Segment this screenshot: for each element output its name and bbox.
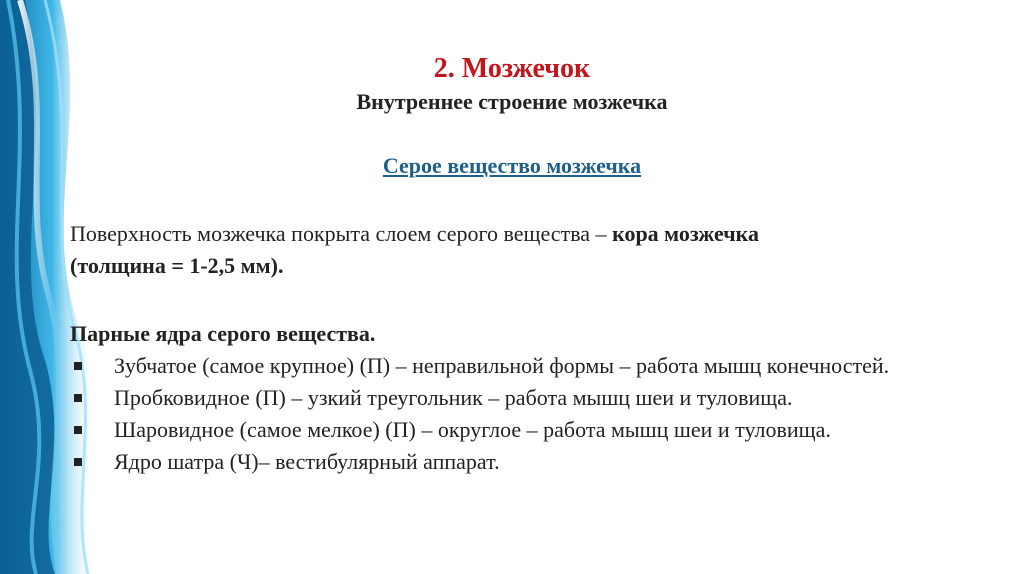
list-item-text: Ядро шатра (Ч)– вестибулярный аппарат. [114,449,500,474]
section-heading: Серое вещество мозжечка [382,153,642,178]
intro-paragraph [70,218,970,282]
list-item [70,382,970,414]
list-item [70,350,970,382]
slide-subtitle: Внутреннее строение мозжечка [356,89,668,114]
list-heading: Парные ядра серого вещества. [70,321,376,346]
slide-title: 2. Мозжечок [433,53,591,84]
list-item-text: Шаровидное (самое мелкое) (П) – округлое – работа мышц шеи и туловища. [114,417,831,442]
intro-text: Поверхность мозжечка покрыта слоем серого вещества – [70,221,613,246]
list-item-text: Пробковидное (П) – узкий треугольник – работа мышц шеи и туловища. [114,385,793,410]
bullet-icon [74,362,82,370]
list-item [70,446,970,478]
bullet-icon [74,458,82,466]
bullet-icon [74,394,82,402]
nuclei-list [70,350,970,478]
bullet-icon [74,426,82,434]
list-item [70,414,970,446]
intro-bold-thickness: (толщина = 1-2,5 мм). [70,253,284,278]
intro-bold-term: кора мозжечка [612,221,759,246]
list-item-text: Зубчатое (самое крупное) (П) – неправильной формы – работа мышц конечностей. [114,353,890,378]
